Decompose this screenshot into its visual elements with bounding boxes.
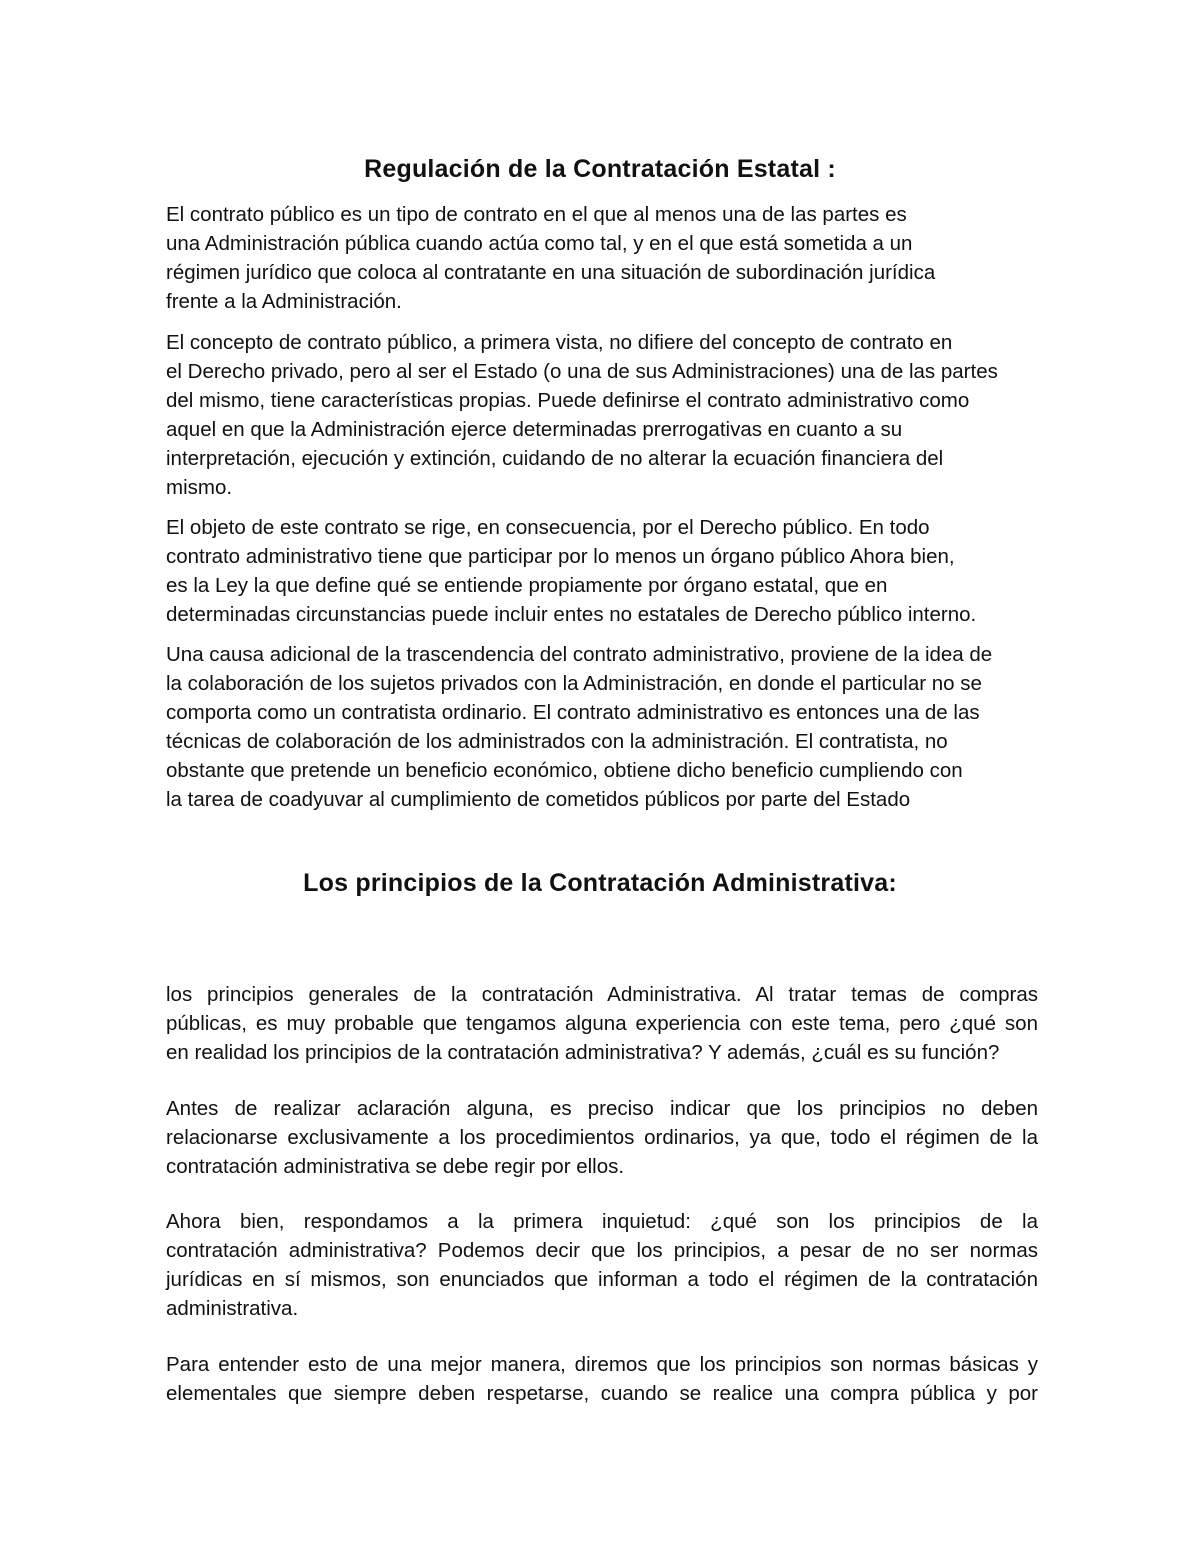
text-line: la colaboración de los sujetos privados con la Administración, en donde el particular no se xyxy=(166,672,982,695)
text-line: determinadas circunstancias puede incluir entes no estatales de Derecho público interno. xyxy=(166,603,977,626)
section-title-regulacion: Regulación de la Contratación Estatal : xyxy=(364,155,836,183)
text-line: contratación administrativa? Podemos decir que los principios, a pesar de no ser normas xyxy=(166,1239,1038,1262)
paragraph-contrato-publico xyxy=(166,200,1038,316)
text-line: aquel en que la Administración ejerce determinadas prerrogativas en cuanto a su xyxy=(166,418,903,441)
text-line: El contrato público es un tipo de contrato en el que al menos una de las partes es xyxy=(166,203,907,226)
text-line: régimen jurídico que coloca al contratante en una situación de subordinación jurídica xyxy=(166,261,936,284)
paragraph-aclaracion xyxy=(166,1094,1038,1181)
text-line: contratación administrativa se debe regir por ellos. xyxy=(166,1155,625,1178)
text-line: contrato administrativo tiene que participar por lo menos un órgano público Ahora bien, xyxy=(166,545,955,568)
paragraph-concepto-contrato xyxy=(166,328,1038,502)
text-line: Ahora bien, respondamos a la primera inquietud: ¿qué son los principios de la xyxy=(166,1210,1038,1233)
text-line: elementales que siempre deben respetarse, cuando se realice una compra pública y por xyxy=(166,1382,1038,1405)
paragraph-principios-generales xyxy=(166,980,1038,1067)
text-line: la tarea de coadyuvar al cumplimiento de cometidos públicos por parte del Estado xyxy=(166,788,911,811)
text-line: frente a la Administración. xyxy=(166,290,402,313)
section-title-principios: Los principios de la Contratación Administrativa: xyxy=(303,869,897,897)
paragraph-primera-inquietud xyxy=(166,1207,1038,1323)
text-line: el Derecho privado, pero al ser el Estado (o una de sus Administraciones) una de las partes xyxy=(166,360,998,383)
text-line: en realidad los principios de la contratación administrativa? Y además, ¿cuál es su función? xyxy=(166,1041,1000,1064)
text-line: Para entender esto de una mejor manera, diremos que los principios son normas básicas y xyxy=(166,1353,1038,1376)
text-line: comporta como un contratista ordinario. El contrato administrativo es entonces una de las xyxy=(166,701,980,724)
text-line: obstante que pretende un beneficio económico, obtiene dicho beneficio cumpliendo con xyxy=(166,759,963,782)
text-line: técnicas de colaboración de los administrados con la administración. El contratista, no xyxy=(166,730,948,753)
text-line: interpretación, ejecución y extinción, cuidando de no alterar la ecuación financiera del xyxy=(166,447,944,470)
text-line: relacionarse exclusivamente a los procedimientos ordinarios, ya que, todo el régimen de la xyxy=(166,1126,1038,1149)
text-line: del mismo, tiene características propias. Puede definirse el contrato administrativo como xyxy=(166,389,970,412)
text-line: Una causa adicional de la trascendencia del contrato administrativo, proviene de la idea de xyxy=(166,643,993,666)
text-line: jurídicas en sí mismos, son enunciados que informan a todo el régimen de la contratación xyxy=(166,1268,1038,1291)
paragraph-normas-basicas xyxy=(166,1350,1038,1408)
text-line: es la Ley la que define qué se entiende propiamente por órgano estatal, que en xyxy=(166,574,888,597)
paragraph-objeto-contrato xyxy=(166,513,1038,629)
text-line: públicas, es muy probable que tengamos alguna experiencia con este tema, pero ¿qué son xyxy=(166,1012,1038,1035)
text-line: los principios generales de la contratación Administrativa. Al tratar temas de compras xyxy=(166,983,1038,1006)
text-line: El concepto de contrato público, a primera vista, no difiere del concepto de contrato en xyxy=(166,331,953,354)
text-line: una Administración pública cuando actúa como tal, y en el que está sometida a un xyxy=(166,232,913,255)
text-line: administrativa. xyxy=(166,1297,299,1320)
text-line: El objeto de este contrato se rige, en consecuencia, por el Derecho público. En todo xyxy=(166,516,930,539)
paragraph-causa-adicional xyxy=(166,640,1038,814)
text-line: Antes de realizar aclaración alguna, es preciso indicar que los principios no deben xyxy=(166,1097,1038,1120)
text-line: mismo. xyxy=(166,476,233,499)
